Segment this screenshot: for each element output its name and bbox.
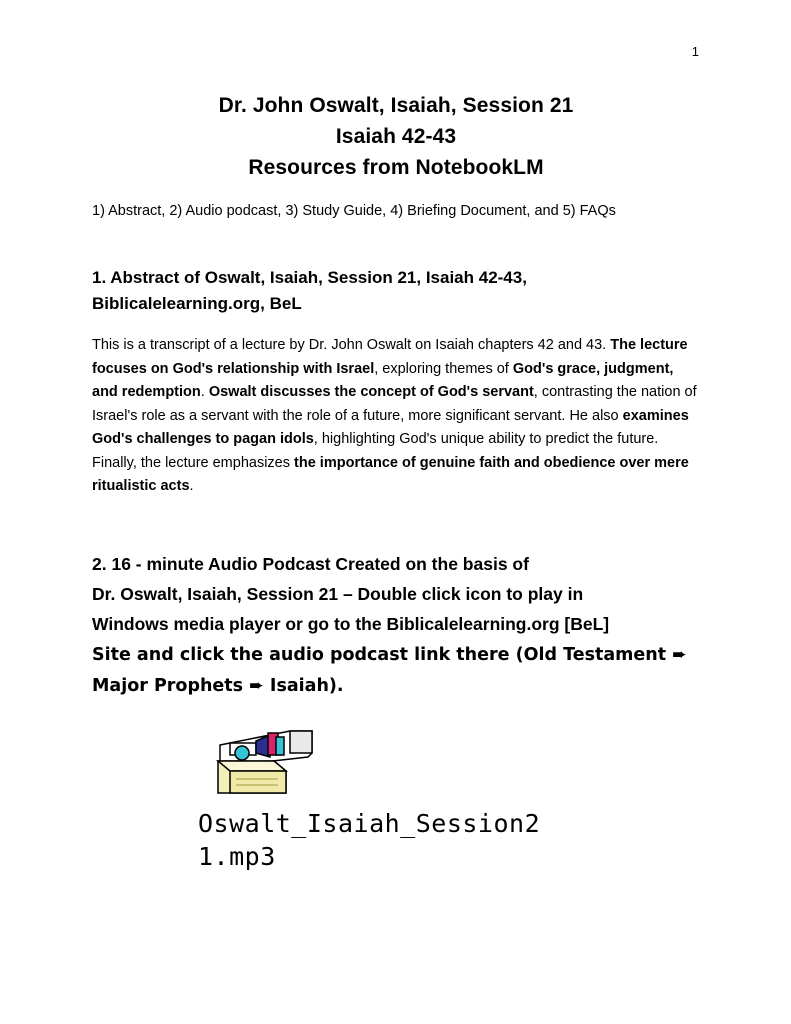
- abstract-run-bold: God's grace, judgment, and redemption: [92, 360, 674, 400]
- abstract-run: .: [200, 384, 209, 400]
- abstract-run: This is a transcript of a lecture by Dr. John Oswalt on Isaiah chapters 42 and 43.: [92, 337, 611, 353]
- abstract-run: , highlighting God's unique ability to predict the future. Finally, the lecture emphasizes: [92, 431, 659, 471]
- document-title: [92, 90, 700, 183]
- media-file-icon[interactable]: [212, 727, 322, 801]
- audio-file-block[interactable]: [198, 727, 700, 873]
- abstract-run-bold: Oswalt discusses the concept of God's servant: [208, 384, 534, 400]
- title-line-3: Resources from NotebookLM: [248, 156, 544, 179]
- section-1-heading-line-2: Biblicalelearning.org, BeL: [92, 294, 302, 313]
- section-1-heading-line-1: 1. Abstract of Oswalt, Isaiah, Session 21, Isaiah 42-43,: [92, 268, 527, 287]
- abstract-run-bold: the importance of genuine faith and obedience over mere ritualistic acts: [92, 454, 689, 494]
- title-line-2: Isaiah 42-43: [335, 125, 457, 148]
- document-content: [92, 90, 700, 873]
- page-number: 1: [691, 44, 699, 59]
- abstract-run-bold: The lecture focuses on God's relationship with Israel: [92, 337, 688, 377]
- section-1-heading: [92, 265, 700, 317]
- abstract-run: , exploring themes of: [374, 360, 513, 377]
- audio-file-name[interactable]: Oswalt_Isaiah_Session21.mp3: [198, 808, 541, 871]
- section-2-heading: [92, 549, 700, 701]
- section-1-abstract-paragraph: [92, 334, 700, 499]
- section-2-heading-line-2: Dr. Oswalt, Isaiah, Session 21 – Double click icon to play in: [92, 583, 584, 604]
- section-2-heading-line-4: Site and click the audio podcast link there (Old Testament ➨: [92, 644, 687, 665]
- abstract-run-bold: examines God's challenges to pagan idols: [92, 407, 689, 447]
- abstract-run: , contrasting the nation of Israel's role as a servant with the role of a future, more significant servant. He also: [92, 384, 697, 424]
- section-2-heading-line-3: Windows media player or go to the Biblicalelearning.org [BeL]: [92, 613, 610, 634]
- abstract-run: .: [189, 478, 194, 494]
- section-2-heading-line-5: Major Prophets ➨ Isaiah).: [92, 675, 344, 696]
- resources-list-line: 1) Abstract, 2) Audio podcast, 3) Study Guide, 4) Briefing Document, and 5) FAQs: [92, 203, 616, 219]
- section-2-heading-line-1: 2. 16 - minute Audio Podcast Created on the basis of: [92, 553, 529, 574]
- title-line-1: Dr. John Oswalt, Isaiah, Session 21: [218, 94, 574, 117]
